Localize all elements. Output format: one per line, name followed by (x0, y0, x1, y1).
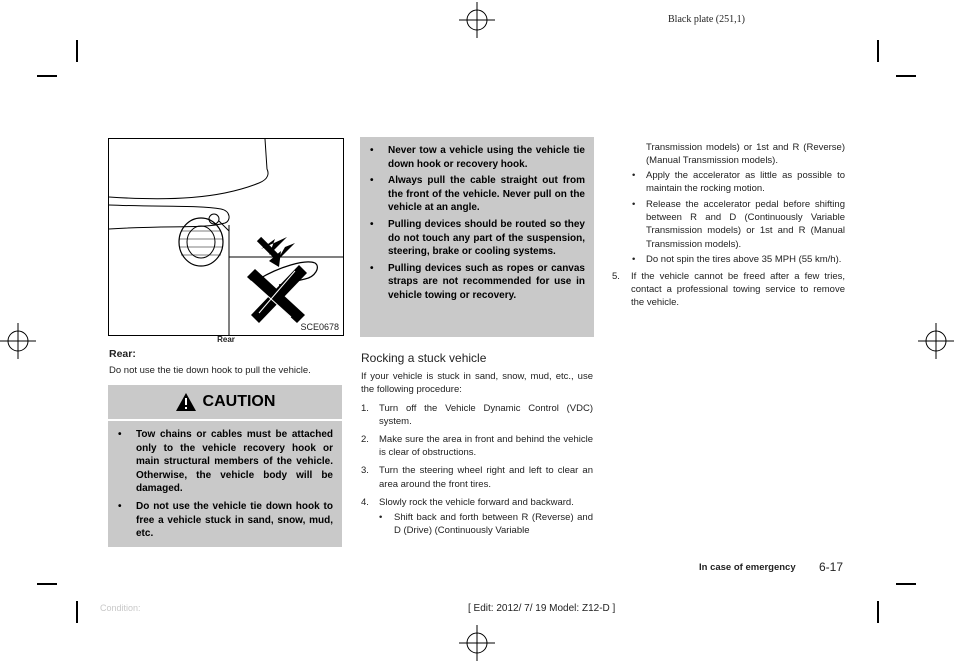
warning-box (360, 137, 594, 337)
intro-text: If your vehicle is stuck in sand, snow, mud, etc., use the following procedure: (361, 371, 593, 395)
sub-bullet-continued: Transmission models) or 1st and R (Reverse) (Manual Transmission models). (646, 142, 845, 167)
vehicle-rear-illustration (109, 139, 343, 335)
registration-mark-icon (459, 2, 495, 38)
caution-item: • Tow chains or cables must be attached only to the vehicle recovery hook or main structural members of the vehicle. Otherwise, the vehicle body will be damaged. (136, 428, 333, 496)
sub-bullet: • Release the accelerator pedal before shifting between R and D (Continuously Variable Transmission models) or 1st and R (Manual Transmission models). (612, 198, 845, 252)
page-number: 6-17 (819, 560, 844, 574)
sub-bullet: • Apply the accelerator as little as possible to maintain the rocking motion. (612, 169, 845, 196)
tie-down-hook-illustration (108, 138, 344, 336)
figure-caption: Rear (217, 335, 235, 344)
warning-item: • Never tow a vehicle using the vehicle tie down hook or recovery hook. (388, 144, 585, 171)
caution-item: • Do not use the vehicle tie down hook to free a vehicle stuck in sand, snow, mud, etc. (136, 500, 333, 541)
plate-label: Black plate (251,1) (668, 14, 745, 25)
figure-code: SCE0678 (300, 322, 339, 332)
step-text: Turn off the Vehicle Dynamic Control (VDC) system. (379, 403, 593, 428)
caution-header (108, 385, 342, 419)
registration-mark-icon (459, 625, 495, 661)
step-item (361, 464, 593, 491)
step-text: If the vehicle cannot be freed after a few tries, contact a professional towing service to remove the vehicle. (631, 270, 845, 309)
registration-mark-icon (0, 323, 36, 359)
footer-section-name: In case of emergency (699, 562, 796, 573)
warning-triangle-icon (175, 392, 197, 412)
warning-item: • Pulling devices such as ropes or canvas straps are not recommended for use in vehicle towing or recovery. (388, 262, 585, 303)
step-text: Make sure the area in front and behind the vehicle is clear of obstructions. (379, 434, 593, 459)
step-number: 5. (612, 270, 620, 282)
section-title: Rocking a stuck vehicle (361, 351, 487, 365)
step-number: 2. (361, 434, 369, 446)
step-item (612, 270, 845, 310)
rear-text: Do not use the tie down hook to pull the vehicle. (109, 365, 311, 376)
warning-item: • Pulling devices should be routed so they do not touch any part of the suspension, steering, brake or cooling systems. (388, 218, 585, 259)
step-number: 3. (361, 465, 369, 477)
caution-title: CAUTION (202, 393, 276, 410)
step-number: 4. (361, 496, 369, 508)
step-item (361, 433, 593, 460)
step-text: Slowly rock the vehicle forward and backward. (379, 496, 574, 508)
warning-item: • Always pull the cable straight out from the front of the vehicle. Never pull on the vehicle at an angle. (388, 174, 585, 215)
sub-bullet: • Shift back and forth between R (Reverse) and D (Drive) (Continuously Variable (379, 511, 593, 538)
caution-box (108, 421, 342, 547)
registration-mark-icon (918, 323, 954, 359)
condition-label: Condition: (100, 603, 141, 613)
step-text: Turn the steering wheel right and left to clear an area around the front tires. (379, 465, 593, 490)
step-item (361, 402, 593, 429)
sub-bullet: • Do not spin the tires above 35 MPH (55 km/h). (612, 253, 845, 266)
step-item (361, 496, 593, 538)
edit-info: [ Edit: 2012/ 7/ 19 Model: Z12-D ] (468, 603, 616, 614)
procedure-steps (361, 402, 593, 542)
rear-heading: Rear: (109, 348, 136, 360)
column-three (612, 141, 845, 310)
step-number: 1. (361, 403, 369, 414)
